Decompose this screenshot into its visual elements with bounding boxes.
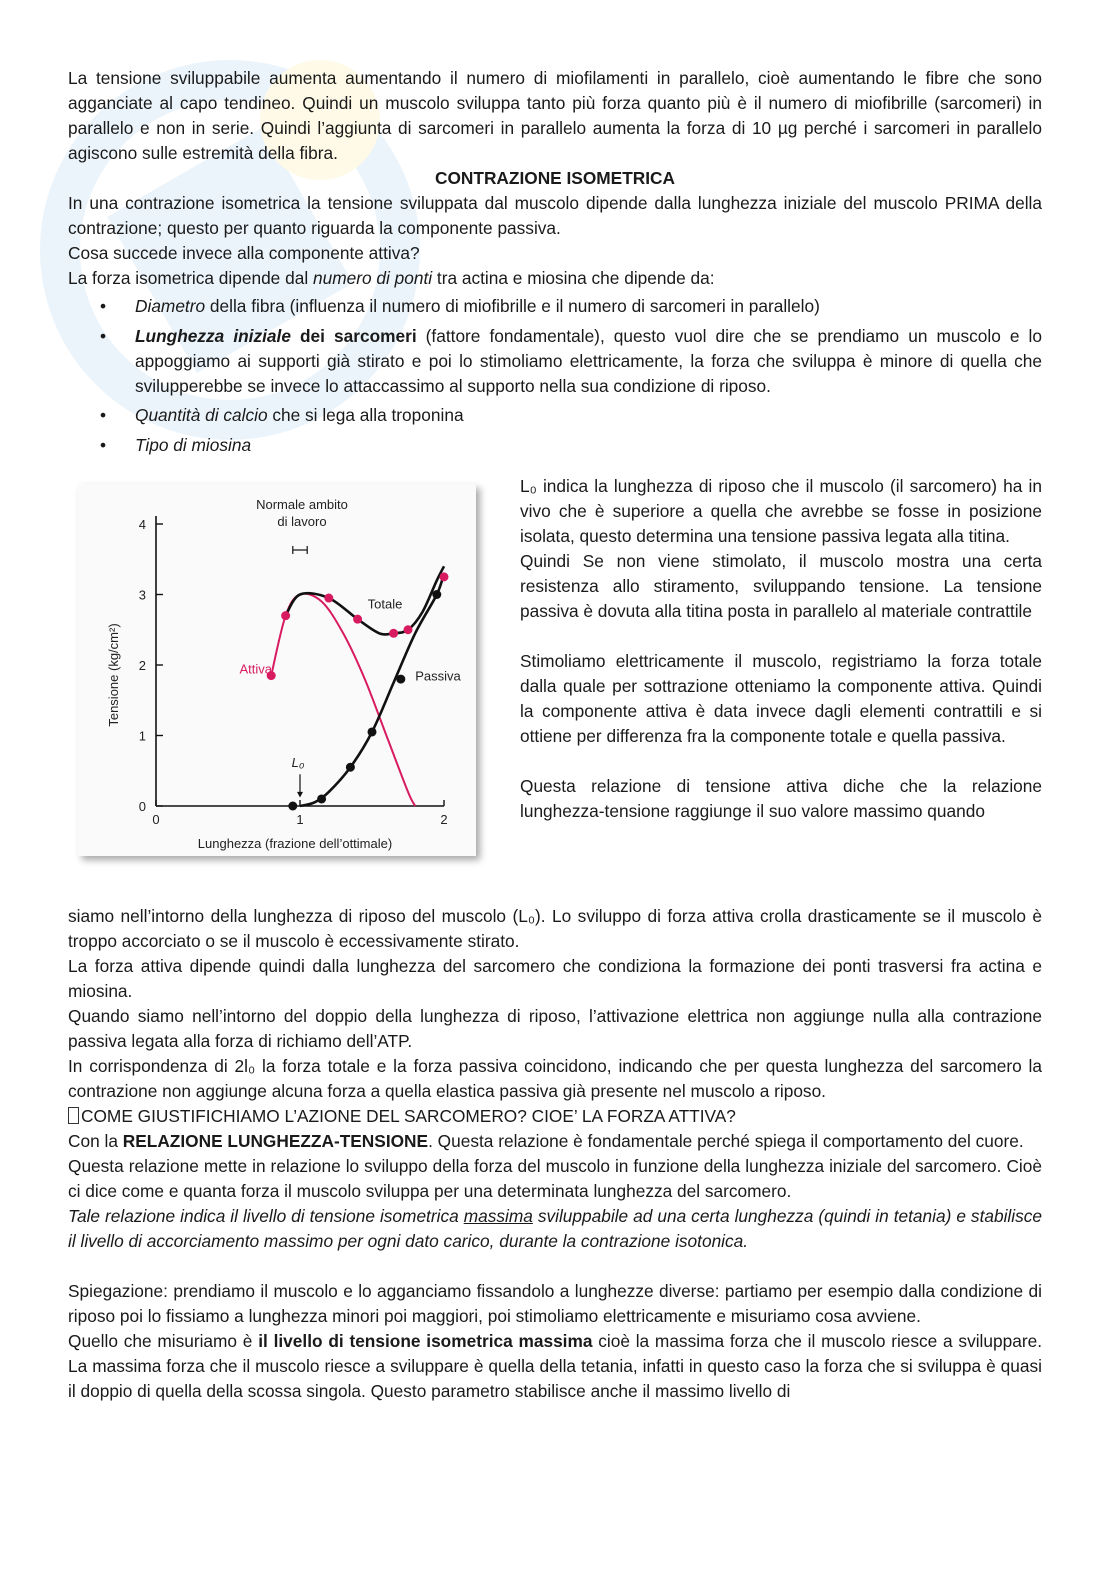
y-axis-label: Tensione (kg/cm²) bbox=[106, 622, 121, 727]
data-point-attiva bbox=[281, 611, 290, 620]
figure-explanation bbox=[520, 474, 1042, 824]
paragraph-double: Quando siamo nell’intorno del doppio della lunghezza di riposo, l’attivazione elettrica non aggiunge nulla alla contrazione passiva legata alla forza di richiamo dell’ATP. bbox=[68, 1005, 1042, 1051]
l0-marker-label: L₀ bbox=[291, 754, 305, 770]
data-point-attiva bbox=[353, 614, 362, 623]
paragraph-relation-def: Questa relazione mette in relazione lo sviluppo della forza del muscolo in funzione della lunghezza iniziale del sarcomero. Cioè ci dice come e quanta forza il muscolo sviluppa per una determinata lunghezza del sarcomero. bbox=[68, 1155, 1042, 1201]
list-item: • Quantità di calcio che si lega alla troponina bbox=[100, 405, 464, 425]
paragraph-relation: Con la RELAZIONE LUNGHEZZA-TENSIONE. Questa relazione è fondamentale perché spiega il comportamento del cuore. bbox=[68, 1130, 1024, 1151]
paragraph-l0: L₀ indica la lunghezza di riposo che il muscolo (il sarcomero) ha in vivo che è superiore a quella che avrebbe se fosse in posizione isolata, questo determina una tensione passiva legata alla titina. bbox=[520, 475, 1042, 546]
paragraph-sarcomere: La forza attiva dipende quindi dalla lunghezza del sarcomero che condiziona la formazione dei ponti trasversi fra actina e miosina. bbox=[68, 955, 1042, 1001]
paragraph-isometric: In una contrazione isometrica la tensione sviluppata dal muscolo dipende dalla lunghezza iniziale del muscolo PRIMA della contrazione; questo per quanto riguarda la componente passiva. bbox=[68, 193, 1042, 238]
paragraph-passive: Quindi Se non viene stimolato, il muscolo mostra una certa resistenza allo stiramento, sviluppando tensione. La tensione passiva è dovuta alla titina posta in parallelo al materiale contrattile bbox=[520, 550, 1042, 621]
series-label-totale: Totale bbox=[367, 596, 403, 612]
data-point-attiva bbox=[389, 628, 398, 637]
series-label-attiva: Attiva bbox=[239, 660, 273, 676]
paragraph-measure: Quello che misuriamo è il livello di tensione isometrica massima cioè la massima forza che il muscolo riesce a sviluppare. La massima forza che il muscolo riesce a sviluppare è quella della tetania, infatti in questo caso la forza che si sviluppa è quasi il doppio di quella della scossa singola. Questo parametro stabilisce anche il massimo livello di bbox=[68, 1330, 1043, 1401]
y-tick-label: 0 bbox=[138, 798, 146, 814]
document-page bbox=[68, 66, 1042, 1404]
data-point-attiva bbox=[404, 625, 413, 634]
y-tick-label: 4 bbox=[138, 516, 146, 532]
list-item: • Diametro della fibra (influenza il numero di miofibrille e il numero di sarcomeri in parallelo) bbox=[100, 296, 820, 316]
paragraph-2l0: In corrispondenza di 2l₀ la forza totale e la forza passiva coincidono, indicando che per questa lunghezza del sarcomero la contrazione non aggiunge alcuna forza a quella elastica passiva già presente nel muscolo a riposo. bbox=[68, 1055, 1042, 1101]
paragraph-relation-italic: Tale relazione indica il livello di tensione isometrica massima sviluppabile ad una certa lunghezza (quindi in tetania) e stabilisce il livello di accorciamento massimo per ogni dato carico, durante la contrazione isotonica. bbox=[68, 1205, 1043, 1251]
y-tick-label: 3 bbox=[138, 587, 146, 602]
length-tension-figure bbox=[78, 484, 476, 856]
factor-list bbox=[68, 294, 1042, 458]
series-line-attiva bbox=[271, 593, 415, 805]
paragraph-l0-range: siamo nell’intorno della lunghezza di riposo del muscolo (L₀). Lo sviluppo di forza attiva crolla drasticamente se il muscolo è troppo accorciato o se il muscolo è eccessivamente stirato. bbox=[68, 905, 1042, 951]
x-tick-label: 1 bbox=[296, 811, 304, 827]
data-point-attiva bbox=[324, 593, 333, 602]
question-box-icon bbox=[68, 1107, 79, 1124]
y-tick-label: 1 bbox=[138, 728, 146, 743]
x-axis-label: Lunghezza (frazione dell’ottimale) bbox=[197, 835, 393, 851]
l0-arrow-head bbox=[297, 791, 303, 797]
paragraph-active: Stimoliamo elettricamente il muscolo, registriamo la forza totale dalla quale per sottrazione otteniamo la componente attiva. Quindi la componente attiva è data invece dagli elementi contrattili e si ottiene per differenza fra la componente totale e quella passiva. bbox=[520, 650, 1042, 746]
paragraph-question-caps: COME GIUSTIFICHIAMO L’AZIONE DEL SARCOMERO? CIOE’ LA FORZA ATTIVA? bbox=[68, 1104, 1042, 1129]
data-point-passiva bbox=[396, 674, 405, 683]
length-tension-chart bbox=[78, 484, 476, 856]
data-point-attiva bbox=[440, 572, 449, 581]
x-tick-label: 2 bbox=[440, 811, 448, 827]
x-tick-label: 0 bbox=[152, 811, 160, 827]
series-label-passiva: Passiva bbox=[415, 668, 461, 684]
paragraph-bridges: La forza isometrica dipende dal numero di ponti tra actina e miosina che dipende da: bbox=[68, 268, 715, 288]
paragraph-question: Cosa succede invece alla componente attiva? bbox=[68, 243, 420, 263]
y-tick-label: 2 bbox=[138, 657, 146, 673]
data-point-passiva bbox=[368, 727, 377, 736]
data-point-passiva bbox=[432, 590, 441, 599]
section-heading: CONTRAZIONE ISOMETRICA bbox=[434, 168, 675, 188]
paragraph-max: Questa relazione di tensione attiva diche che la relazione lunghezza-tensione raggiunge il suo valore massimo quando bbox=[520, 775, 1042, 821]
paragraph-intro: La tensione sviluppabile aumenta aumentando il numero di miofilamenti in parallelo, cioè aumentando le fibre che sono agganciate al capo tendineo. Quindi un muscolo sviluppa tanto più forza quanto più è il numero di miofibrille (sarcomeri) in parallelo e non in serie. Quindi l’aggiunta di sarcomeri in parallelo aumenta la forza di 10 µg perché i sarcomeri in parallelo agiscono sulle estremità della fibra. bbox=[68, 68, 1042, 163]
paragraph-explanation: Spiegazione: prendiamo il muscolo e lo agganciamo fissandolo a lunghezze diverse: partiamo per esempio dalla condizione di riposo poi lo fissiamo a lunghezza minori poi maggiori, poi stimoliamo elettricamente e misuriamo cosa avviene. bbox=[68, 1280, 1042, 1326]
data-point-passiva bbox=[317, 794, 326, 803]
data-point-passiva bbox=[288, 801, 297, 810]
data-point-passiva bbox=[346, 762, 355, 771]
list-item: • Tipo di miosina bbox=[100, 434, 252, 455]
list-item: • Lunghezza iniziale dei sarcomeri (fattore fondamentale), questo vuol dire che se prendiamo un muscolo e lo appoggiamo ai supporti già stirato e poi lo stimoliamo elettricamente, la forza che sviluppa è minore di quella che svilupperebbe se invece lo attaccassimo al supporto nella sua condizione di riposo. bbox=[100, 325, 1042, 396]
chart-title: Normale ambito di lavoro bbox=[256, 496, 348, 529]
